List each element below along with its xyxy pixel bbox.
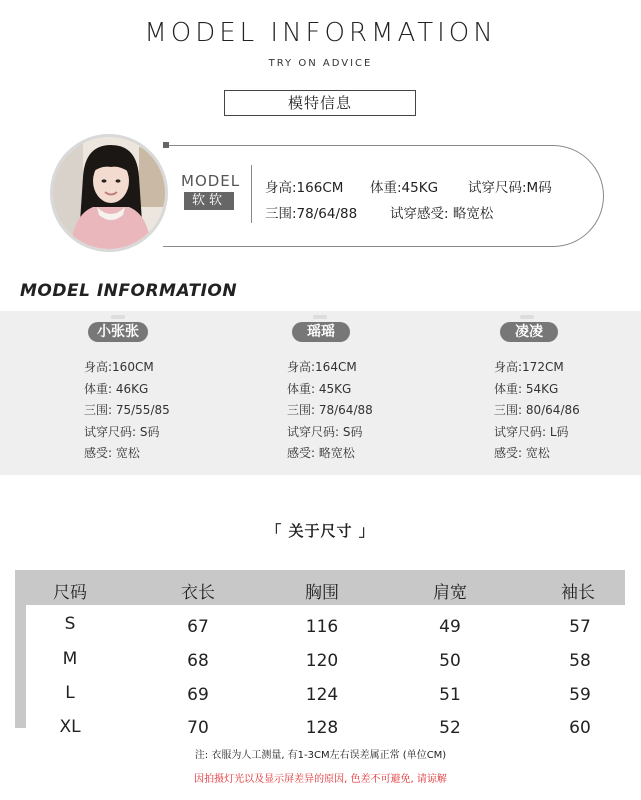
size-table-cell: 57 (569, 617, 591, 637)
model-name-pill: 凌凌 (500, 322, 558, 342)
model-feeling: 试穿感受: 略宽松 (390, 206, 494, 222)
size-table-cell: 60 (569, 718, 591, 738)
size-table-cell: 51 (439, 685, 461, 705)
color-warning: 因拍摄灯光以及显示屏差异的原因, 色差不可避免, 请谅解 (194, 774, 447, 785)
model-photo-icon (53, 137, 165, 249)
model-size: 试穿尺码: L码 (494, 424, 569, 439)
model-details (287, 357, 373, 465)
size-note: 注: 衣服为人工测量, 有1-3CM左右误差属正常 (单位CM) (194, 750, 447, 761)
pill-dot (520, 315, 534, 319)
size-table-cell: 52 (439, 718, 461, 738)
size-table-cell: 116 (305, 617, 339, 637)
model-size: 试穿尺码: S码 (84, 424, 160, 439)
size-table-cell: 49 (439, 617, 461, 637)
model-avatar (50, 134, 168, 252)
section-label: 模特信息 (224, 90, 416, 116)
model-height: 身高:164CM (287, 360, 357, 374)
pill-dot (313, 315, 327, 319)
model-weight: 体重: 54KG (494, 381, 559, 396)
card-dot (163, 142, 169, 148)
size-table-header: 衣长 (181, 583, 215, 603)
model-height: 身高:166CM (265, 180, 344, 196)
model-feeling: 感受: 宽松 (84, 446, 140, 460)
page-title: MODEL INFORMATION (144, 18, 497, 48)
size-table-cell: 68 (187, 651, 209, 671)
model-height: 身高:172CM (494, 360, 564, 374)
model-details (84, 357, 170, 465)
size-table-cell: 69 (187, 685, 209, 705)
size-table-cell: 128 (305, 718, 339, 738)
size-table-cell: M (62, 649, 78, 669)
model-feeling: 感受: 略宽松 (287, 446, 355, 460)
model-measurements: 三围: 80/64/86 (494, 403, 580, 417)
divider (251, 165, 252, 223)
model-measurements: 三围: 75/55/85 (84, 403, 170, 417)
size-table-cell: 67 (187, 617, 209, 637)
size-table-header: 肩宽 (433, 583, 467, 603)
size-table-header: 袖长 (561, 583, 595, 603)
size-section-title: 「 关于尺寸 」 (266, 522, 375, 540)
section2-title: MODEL INFORMATION (20, 281, 238, 301)
size-table-side-bar (15, 605, 26, 728)
size-table-header: 尺码 (53, 583, 87, 603)
model-weight: 体重: 46KG (84, 381, 149, 396)
model-feeling: 感受: 宽松 (494, 446, 550, 460)
page-subtitle: TRY ON ADVICE (268, 58, 373, 69)
size-table-cell: 70 (187, 718, 209, 738)
size-table-cell: 124 (305, 685, 339, 705)
size-table-cell: XL (59, 717, 81, 737)
model-size: 试穿尺码:M码 (468, 180, 552, 196)
model-height: 身高:160CM (84, 360, 154, 374)
model-weight: 体重: 45KG (287, 381, 352, 396)
model-weight: 体重:45KG (370, 180, 439, 196)
model-measurements: 三围:78/64/88 (265, 206, 358, 222)
model-details (494, 357, 580, 465)
size-table-header: 胸围 (305, 583, 339, 603)
model-label-en: MODEL (181, 172, 241, 190)
size-table-cell: 120 (305, 651, 339, 671)
pill-dot (111, 315, 125, 319)
size-table-cell: 50 (439, 651, 461, 671)
size-table-cell: 59 (569, 685, 591, 705)
size-table-cell: L (65, 683, 75, 703)
model-measurements: 三围: 78/64/88 (287, 403, 373, 417)
model-name-pill: 瑶瑶 (292, 322, 350, 342)
size-table-cell: S (64, 614, 76, 634)
size-table-cell: 58 (569, 651, 591, 671)
model-name-tag: 软软 (184, 192, 234, 210)
model-size: 试穿尺码: S码 (287, 424, 363, 439)
model-name-pill: 小张张 (88, 322, 148, 342)
